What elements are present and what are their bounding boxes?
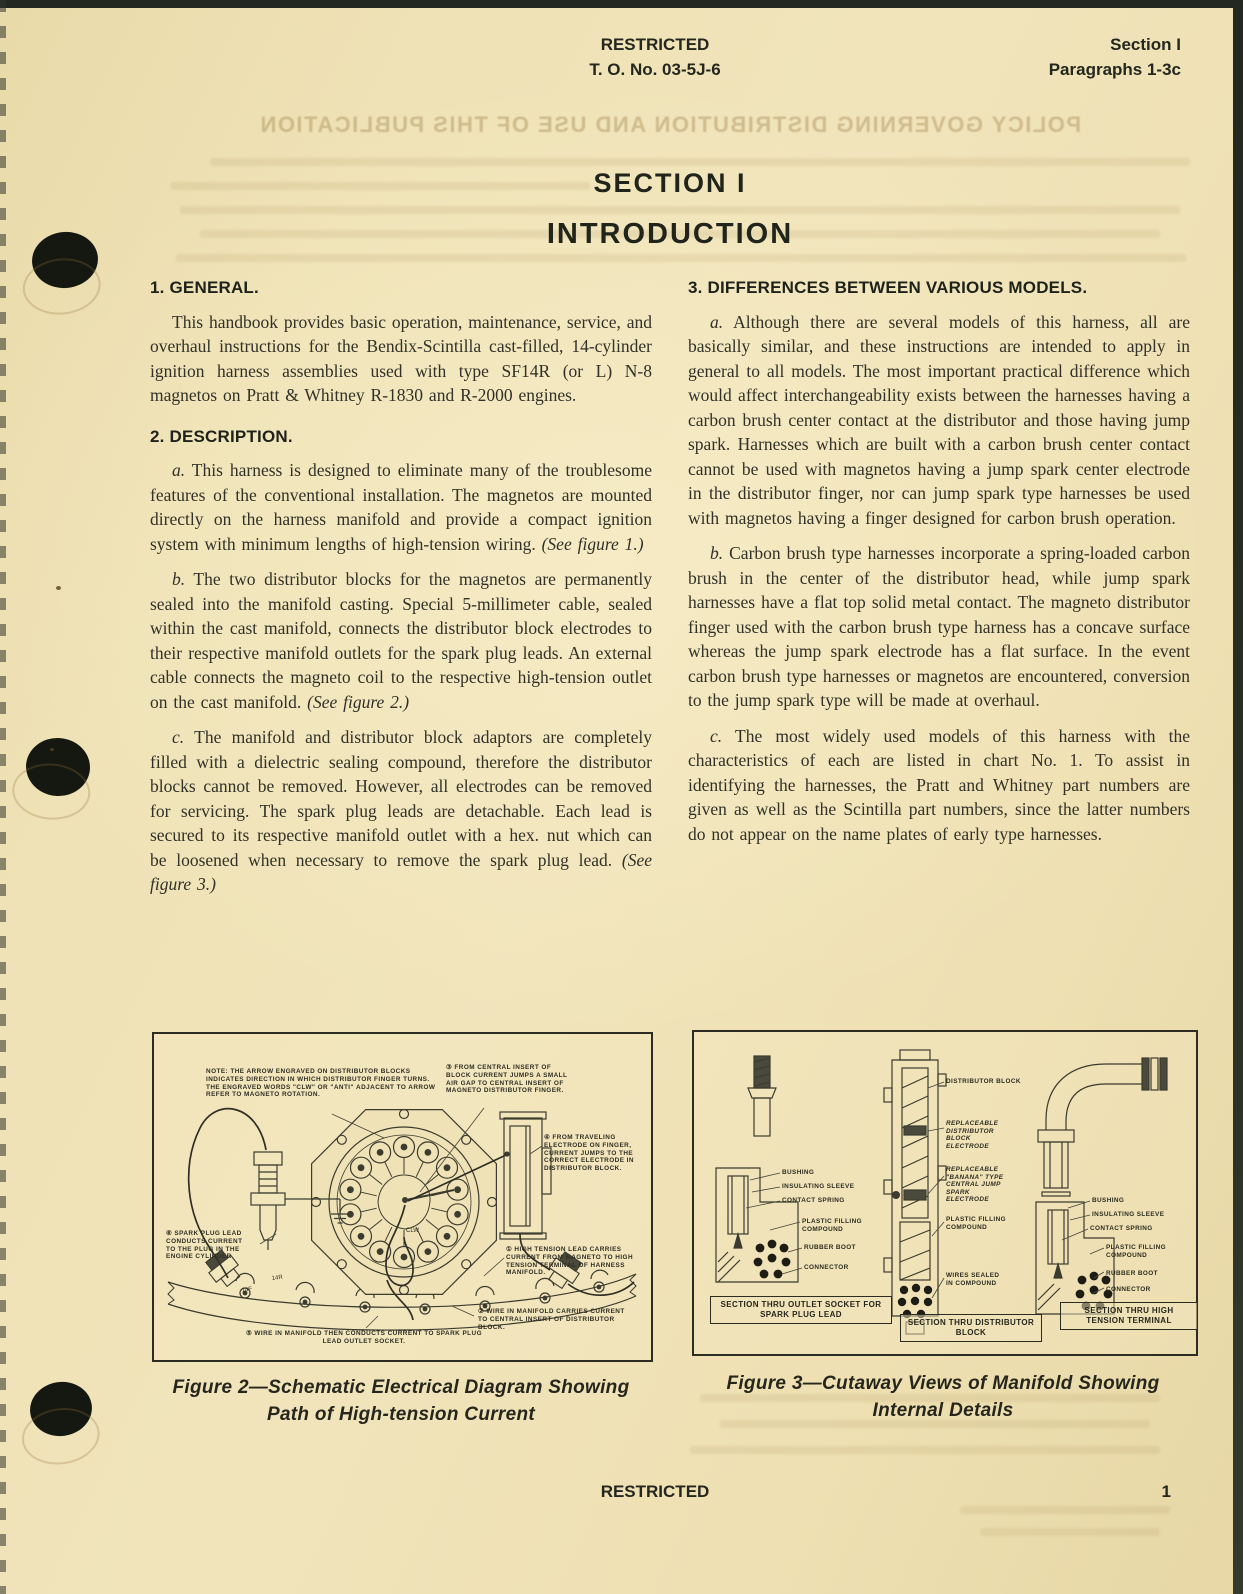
distributor-drawing xyxy=(312,1110,497,1295)
bleedthrough-line xyxy=(690,1446,1160,1454)
fig2-callout-3: ③ FROM CENTRAL INSERT OF BLOCK CURRENT JUMPS A SMALL AIR GAP TO CENTRAL INSERT OF MAGNETO DISTRIBUTOR FINGER. xyxy=(446,1064,568,1095)
bleedthrough-line xyxy=(180,206,1180,214)
paragraph-differences-c xyxy=(688,724,1190,847)
fig2-note: NOTE: THE ARROW ENGRAVED ON DISTRIBUTOR BLOCKS INDICATES DIRECTION IN WHICH DISTRIBUTOR FINGER TURNS. THE ENGRAVED WORDS "CLW" OR "ANTI" ADJACENT TO ARROW REFER TO MAGNETO ROTATION. xyxy=(206,1068,436,1099)
fig3-center-label-wires-sealed: WIRES SEALED IN COMPOUND xyxy=(946,1272,1000,1287)
paragraph-text: The most widely used models of this harness with the characteristics of each are listed in chart No. 1. To assist in identifying the harnesses, the Pratt and Whitney part numbers are given as well as the Scintilla part numbers, since the latter numbers do not appear on the name plates of early type harnesses. xyxy=(688,725,1190,844)
fig3-right-label-rubber-boot: RUBBER BOOT xyxy=(1106,1270,1158,1277)
scan-edge-top xyxy=(0,0,1243,8)
manifold-outlet-label: 14R xyxy=(271,1274,284,1282)
left-column xyxy=(150,276,652,908)
figure3-box xyxy=(692,1030,1198,1356)
paragraph-label: a. xyxy=(172,460,186,480)
bleedthrough-line xyxy=(176,254,1186,262)
page-title: INTRODUCTION xyxy=(546,218,794,250)
header-center xyxy=(420,32,890,82)
fig3-title-outlet-socket: SECTION THRU OUTLET SOCKET FOR SPARK PLUG LEAD xyxy=(710,1296,892,1324)
fig3-left-label-connector: CONNECTOR xyxy=(804,1264,849,1271)
bleedthrough-line xyxy=(210,158,1190,166)
paragraph-label: c. xyxy=(172,727,185,747)
see-figure-ref: (See figure 2.) xyxy=(307,691,410,712)
paper-speck xyxy=(50,748,54,751)
paragraph-description-c xyxy=(150,725,652,897)
header-to-number: T. O. No. 03-5J-6 xyxy=(589,60,721,79)
heading-description: 2. DESCRIPTION. xyxy=(150,426,293,446)
fig3-title-distributor-block: SECTION THRU DISTRIBUTOR BLOCK xyxy=(900,1314,1042,1342)
fig2-callout-2: ② WIRE IN MANIFOLD CARRIES CURRENT TO CENTRAL INSERT OF DISTRIBUTOR BLOCK. xyxy=(478,1308,625,1331)
paragraph-description-a xyxy=(150,458,652,556)
fig3-right-label-bushing: BUSHING xyxy=(1092,1197,1125,1204)
fig3-center-label-replaceable-electrode: REPLACEABLE DISTRIBUTOR BLOCK ELECTRODE xyxy=(946,1120,999,1150)
paragraph-text: Carbon brush type harnesses incorporate a spring-loaded carbon brush in the center of the distributor head, while jump spark harnesses have a flat top solid metal contact. The magneto distributor finger used with the carbon brush type harness has a concave surface whereas the jump spark electrode has a flat surface. In the event carbon brush type harnesses or magnetos are encountered, conversion to the jump spark type will be made at overhaul. xyxy=(688,543,1190,710)
paragraph-differences-a xyxy=(688,310,1190,531)
distributor-block-cutaway xyxy=(884,1050,946,1334)
paragraph-general-text: This handbook provides basic operation, maintenance, service, and overhaul instructions for the Bendix-Scintilla cast-filled, 14-cylinder ignition harness assemblies used with type SF14R (or L) N-8 magnetos on Pratt & Whitney R-1830 and R-2000 engines. xyxy=(150,311,652,405)
heading-general: 1. GENERAL. xyxy=(150,278,259,297)
paragraph-label: a. xyxy=(710,311,724,332)
paragraph-general xyxy=(150,310,652,408)
figure3-caption-line1: Figure 3—Cutaway Views of Manifold Showing xyxy=(726,1373,1160,1394)
fig3-left-label-plastic-filling: PLASTIC FILLING COMPOUND xyxy=(802,1218,862,1233)
fig3-right-label-connector: CONNECTOR xyxy=(1106,1286,1151,1293)
figure2-caption-line2: Path of High-tension Current xyxy=(266,1404,536,1425)
clw-engraving-label: CLW xyxy=(406,1228,419,1234)
spark-plug-lead-stub xyxy=(748,1056,776,1136)
fig3-right-label-contact-spring: CONTACT SPRING xyxy=(1090,1225,1153,1232)
paragraph-text: The two distributor blocks for the magnetos are permanently sealed into the manifold casting. Special 5-millimeter cable, sealed within the cast manifold, connects the distributor block electrodes to their respective manifold outlets for the spark plug leads. An external cable connects the magneto coil to the respective high-tension outlet on the cast manifold. xyxy=(150,569,652,712)
fig3-center-label-banana-electrode: REPLACEABLE "BANANA" TYPE CENTRAL JUMP SPARK ELECTRODE xyxy=(946,1166,1004,1204)
fig3-center-label-plastic-filling: PLASTIC FILLING COMPOUND xyxy=(946,1216,1006,1231)
right-column xyxy=(688,276,1190,857)
header-section: Section I xyxy=(1110,35,1181,54)
fig3-title-high-tension-terminal: SECTION THRU HIGH TENSION TERMINAL xyxy=(1060,1302,1198,1330)
figure3-caption xyxy=(692,1370,1194,1424)
bleedthrough-line xyxy=(980,1528,1160,1536)
fig3-right-label-insulating-sleeve: INSULATING SLEEVE xyxy=(1092,1211,1165,1218)
page-number: 1 xyxy=(1161,1482,1171,1501)
paragraph-text: This harness is designed to eliminate many of the troublesome features of the conventional installation. The magnetos are mounted directly on the harness manifold and provide a compact ignition system with minimum lengths of high-tension wiring. xyxy=(150,460,653,554)
paragraph-label: b. xyxy=(172,569,186,589)
fig2-callout-6: ⑥ SPARK PLUG LEAD CONDUCTS CURRENT TO THE PLUG IN THE ENGINE CYLINDER. xyxy=(166,1230,243,1261)
paragraph-differences-b xyxy=(688,541,1190,713)
paragraph-label: c. xyxy=(710,725,723,746)
paragraph-description-b xyxy=(150,567,652,714)
fig3-center-label-distributor-block: DISTRIBUTOR BLOCK xyxy=(946,1078,1021,1085)
bleedthrough-line xyxy=(960,1506,1170,1514)
scan-edge-right xyxy=(1233,0,1243,1594)
header-restricted: RESTRICTED xyxy=(600,35,710,54)
fig2-callout-4: ④ FROM TRAVELING ELECTRODE ON FINGER, CURRENT JUMPS TO THE CORRECT ELECTRODE IN DISTRIBUTOR BLOCK. xyxy=(544,1134,634,1173)
bleedthrough-headline: POLICY GOVERNING DISTRIBUTION AND USE OF THIS PUBLICATION xyxy=(258,112,1082,137)
fig2-callout-1: ① HIGH TENSION LEAD CARRIES CURRENT FROM MAGNETO TO HIGH TENSION TERMINAL OF HARNESS MANIFOLD. xyxy=(506,1246,634,1277)
figure2-caption-line1: Figure 2—Schematic Electrical Diagram Showing xyxy=(172,1377,630,1398)
figure3-caption-line2: Internal Details xyxy=(872,1400,1014,1421)
footer-restricted: RESTRICTED xyxy=(600,1482,710,1501)
punch-hole xyxy=(27,1378,96,1440)
magneto-drawing xyxy=(500,1112,551,1239)
header-right xyxy=(881,32,1181,82)
fig3-left-label-rubber-boot: RUBBER BOOT xyxy=(804,1244,856,1251)
figure2-box xyxy=(152,1032,653,1362)
fig2-callout-5: ⑤ WIRE IN MANIFOLD THEN CONDUCTS CURRENT TO SPARK PLUG LEAD OUTLET SOCKET. xyxy=(245,1330,483,1345)
fig3-left-label-bushing: BUSHING xyxy=(782,1169,815,1176)
section-title: SECTION I xyxy=(593,168,747,198)
figure2-caption xyxy=(150,1374,652,1428)
paragraph-label: b. xyxy=(710,543,724,563)
see-figure-ref: (See figure 3.) xyxy=(150,849,653,894)
punch-hole xyxy=(29,229,100,292)
fig3-right-label-plastic-filling: PLASTIC FILLING COMPOUND xyxy=(1106,1244,1166,1259)
paragraph-text: The manifold and distributor block adaptors are completely filled with a dielectric sealing compound, therefore the distributor blocks cannot be removed. However, all electrodes can be removed for servicing. The spark plug leads are detachable. Each lead is secured to its respective manifold outlet with a hex. nut which can be loosened when necessary to remove the spark plug lead. xyxy=(150,727,652,870)
manifold-outlet-label: 14F xyxy=(241,1286,253,1294)
heading-differences: 3. DIFFERENCES BETWEEN VARIOUS MODELS. xyxy=(688,278,1088,297)
fig3-left-label-insulating-sleeve: INSULATING SLEEVE xyxy=(782,1183,855,1190)
fig3-left-label-contact-spring: CONTACT SPRING xyxy=(782,1197,845,1204)
see-figure-ref: (See figure 1.) xyxy=(541,533,644,554)
paragraph-text: Although there are several models of this harness, all are basically similar, and these instructions are intended to apply in general to all models. The most important practical difference which would affect interchangeability exists between the harnesses having a carbon brush center contact at the distributor and those having jump spark. Harnesses which are built with a carbon brush center contact cannot be used with magnetos having a jump spark center electrode in the distributor finger, nor can jump spark type harnesses be used with magnetos having a finger designed for carbon brush operation. xyxy=(688,311,1190,528)
header-paragraphs: Paragraphs 1-3c xyxy=(1048,60,1181,79)
paper-speck xyxy=(56,586,61,590)
punch-hole xyxy=(24,736,92,798)
scan-edge-left xyxy=(0,0,6,1594)
